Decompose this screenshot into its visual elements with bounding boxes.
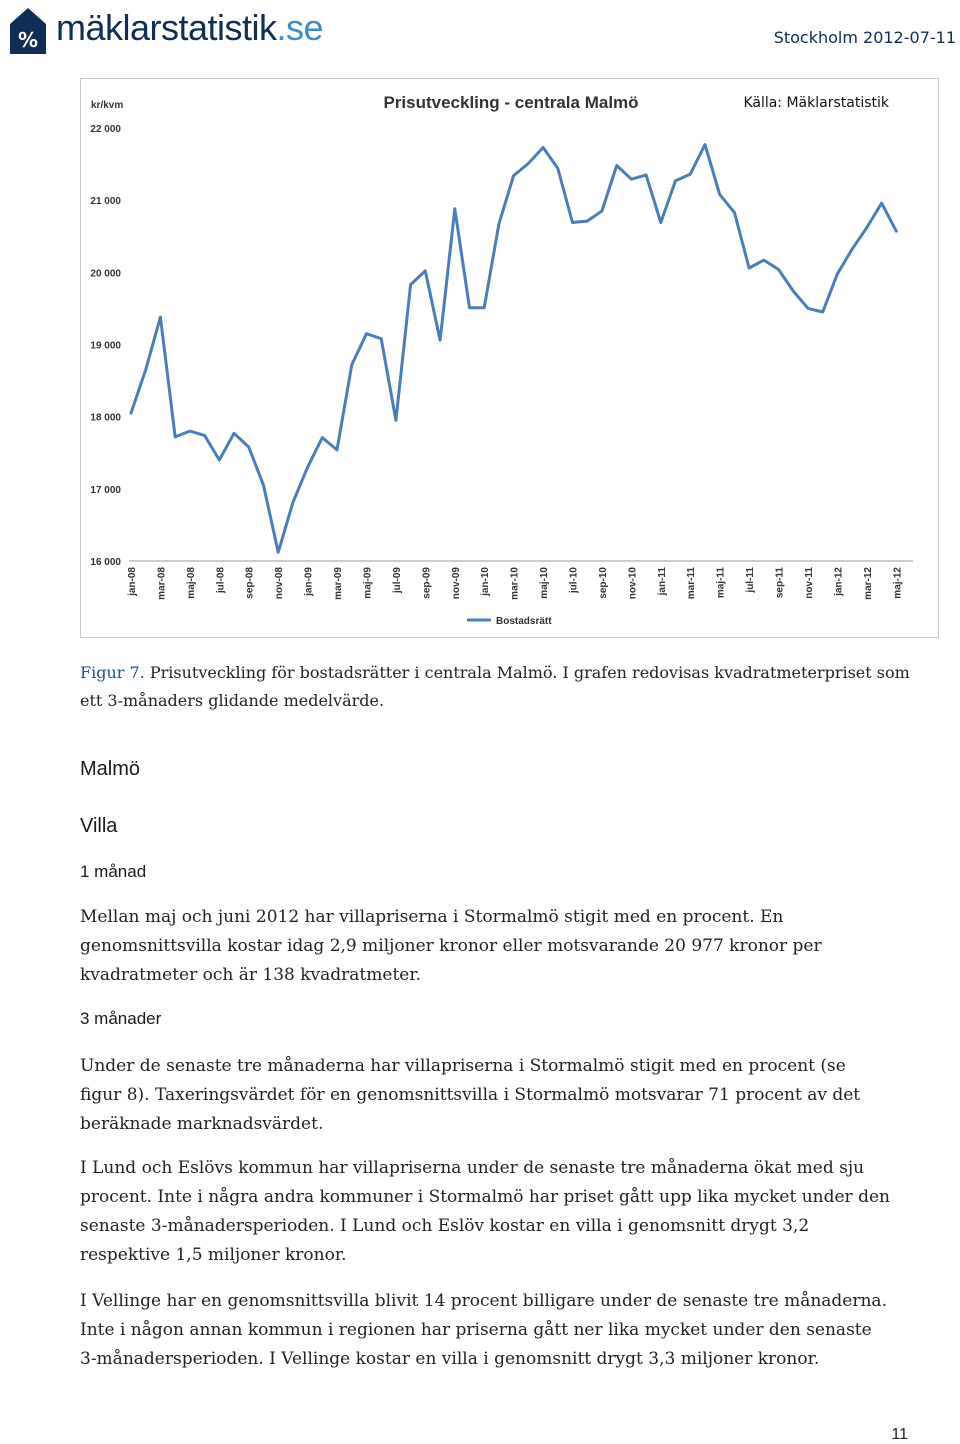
data-point xyxy=(822,311,824,313)
data-point xyxy=(807,307,809,309)
data-point xyxy=(645,174,647,176)
paragraph-2: Under de senaste tre månaderna har villapriserna i Stormalmö stigit med en procent (se figur 8). Taxeringsvärdet för en genomsnittsvilla i Stormalmö motsvarar 71 procent av det beräknade marknadsvärdet. xyxy=(80,1056,861,1134)
x-tick-label: mar-10 xyxy=(509,567,521,600)
data-point xyxy=(512,174,514,176)
data-point xyxy=(660,221,662,223)
x-tick-label: jan-09 xyxy=(303,567,315,596)
data-point xyxy=(145,369,147,371)
data-point xyxy=(542,146,544,148)
x-tick-label: jan-12 xyxy=(833,567,845,596)
heading-1-manad: 1 månad xyxy=(80,862,147,881)
x-tick-label: mar-11 xyxy=(686,567,698,600)
data-point xyxy=(616,164,618,166)
data-point xyxy=(866,226,868,228)
brand-logo xyxy=(8,4,328,56)
data-point xyxy=(306,466,308,468)
x-tick-label: jul-08 xyxy=(215,567,227,594)
x-tick-label: nov-08 xyxy=(274,567,286,600)
series-line xyxy=(131,145,896,553)
data-point xyxy=(336,449,338,451)
paragraph-4: I Vellinge har en genomsnittsvilla blivit 14 procent billigare under de senaste tre månaderna. Inte i någon annan kommun i regionen har priserna gått ner lika mycket under den senaste 3-månadersperioden. I Vellinge kostar en villa i genomsnitt drygt 3,3 miljoner kronor. xyxy=(80,1291,887,1369)
logo-tld: .se xyxy=(276,7,324,48)
x-tick-label: jan-10 xyxy=(480,567,492,596)
data-point xyxy=(630,178,632,180)
data-point xyxy=(719,193,721,195)
data-point xyxy=(218,459,220,461)
data-point xyxy=(483,307,485,309)
y-tick-label: 19 000 xyxy=(90,340,121,352)
figure-label: Figur 7. xyxy=(80,663,145,682)
x-tick-label: nov-09 xyxy=(450,567,462,600)
x-tick-label: nov-11 xyxy=(803,567,815,599)
data-point xyxy=(527,162,529,164)
data-point xyxy=(174,436,176,438)
data-point xyxy=(395,419,397,421)
x-tick-label: jul-09 xyxy=(391,567,403,594)
y-tick-label: 21 000 xyxy=(90,196,121,208)
data-point xyxy=(792,290,794,292)
y-tick-label: 20 000 xyxy=(90,268,121,280)
x-tick-label: nov-10 xyxy=(627,567,639,600)
data-point xyxy=(674,180,676,182)
x-tick-label: sep-09 xyxy=(421,567,433,599)
data-point xyxy=(777,268,779,270)
data-point xyxy=(351,364,353,366)
data-point xyxy=(380,338,382,340)
x-tick-label: mar-09 xyxy=(333,567,345,600)
x-tick-label: maj-12 xyxy=(892,567,904,599)
chart-title: Prisutveckling - centrala Malmö xyxy=(383,93,639,112)
data-point xyxy=(704,143,706,145)
logo-name: mäklarstatistik xyxy=(56,7,277,48)
x-tick-label: maj-08 xyxy=(185,567,197,599)
figure-caption xyxy=(80,659,930,715)
data-point xyxy=(895,230,897,232)
y-tick-label: 18 000 xyxy=(90,412,121,424)
data-point xyxy=(439,339,441,341)
x-tick-label: jul-10 xyxy=(568,567,580,594)
data-point xyxy=(836,273,838,275)
y-tick-label: 16 000 xyxy=(90,557,121,568)
legend-label: Bostadsrätt xyxy=(496,616,552,627)
x-tick-label: sep-11 xyxy=(774,567,786,599)
data-point xyxy=(203,434,205,436)
house-percent-icon xyxy=(8,6,48,56)
data-point xyxy=(248,446,250,448)
chart-frame xyxy=(80,78,939,638)
section-subtitle: Villa xyxy=(80,815,118,837)
logo-wordmark xyxy=(56,6,323,50)
x-tick-label: jan-11 xyxy=(656,567,668,596)
data-point xyxy=(365,333,367,335)
chart-source: Källa: Mäklarstatistik xyxy=(743,95,889,111)
data-point xyxy=(586,220,588,222)
data-point xyxy=(748,267,750,269)
x-tick-label: maj-11 xyxy=(715,567,727,599)
x-tick-label: jan-08 xyxy=(127,567,138,596)
price-line-chart xyxy=(81,79,938,637)
data-point xyxy=(189,430,191,432)
data-point xyxy=(689,173,691,175)
paragraph-1: Mellan maj och juni 2012 har villapriserna i Stormalmö stigit med en procent. En genomsnittsvilla kostar idag 2,9 miljoner kronor eller motsvarande 20 977 kronor per kvadratmeter och är 138 kvadratmeter. xyxy=(80,907,822,985)
data-point xyxy=(424,270,426,272)
header-date: Stockholm 2012-07-11 xyxy=(773,28,956,47)
data-point xyxy=(468,307,470,309)
data-point xyxy=(321,436,323,438)
data-point xyxy=(851,248,853,250)
section-title: Malmö xyxy=(80,758,141,780)
x-tick-label: sep-08 xyxy=(244,567,256,599)
data-point xyxy=(409,283,411,285)
logo-symbol: % xyxy=(17,28,39,52)
x-tick-label: maj-10 xyxy=(539,567,551,599)
x-tick-label: maj-09 xyxy=(362,567,374,599)
paragraph-3: I Lund och Eslövs kommun har villapriserna under de senaste tre månaderna ökat med sju procent. Inte i några andra kommuner i Stormalmö har priset gått upp lika mycket under den senaste 3-månadersperioden. I Lund och Eslöv kostar en villa i genomsnitt drygt 3,2 respektive 1,5 miljoner kronor. xyxy=(80,1158,890,1265)
data-point xyxy=(601,210,603,212)
heading-3-manader: 3 månader xyxy=(80,1009,162,1028)
y-tick-label: 22 000 xyxy=(90,124,121,135)
data-point xyxy=(571,221,573,223)
data-point xyxy=(159,316,161,318)
x-tick-label: sep-10 xyxy=(597,567,609,599)
data-point xyxy=(763,259,765,261)
data-point xyxy=(557,167,559,169)
data-point xyxy=(233,432,235,434)
figure-caption-text: Prisutveckling för bostadsrätter i centrala Malmö. I grafen redovisas kvadratmeterpriset som ett 3-månaders glidande medelvärde. xyxy=(80,663,910,710)
data-point xyxy=(292,501,294,503)
data-point xyxy=(277,551,279,553)
page-number: 11 xyxy=(891,1426,908,1443)
data-point xyxy=(733,211,735,213)
data-point xyxy=(130,412,132,414)
x-tick-label: jul-11 xyxy=(745,567,757,593)
data-point xyxy=(454,208,456,210)
data-point xyxy=(880,202,882,204)
y-tick-label: 17 000 xyxy=(90,484,121,496)
data-point xyxy=(498,223,500,225)
x-tick-label: mar-08 xyxy=(156,567,168,600)
data-point xyxy=(262,484,264,486)
y-axis-label: kr/kvm xyxy=(91,100,124,111)
x-tick-label: mar-12 xyxy=(862,567,874,600)
